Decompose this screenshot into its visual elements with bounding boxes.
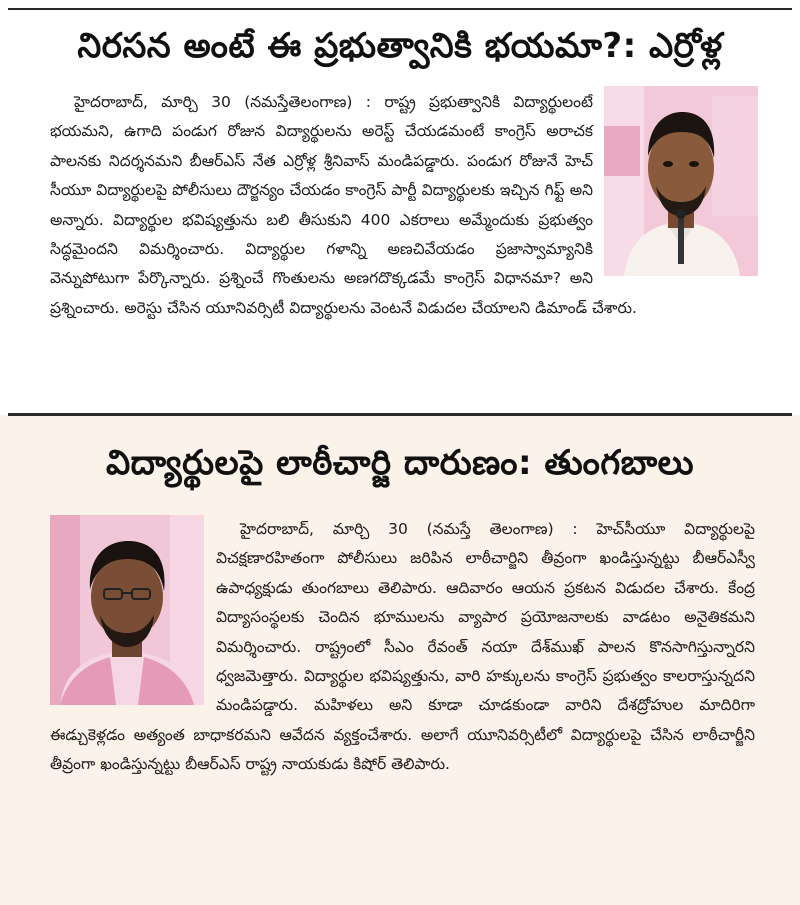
- article-body: [50, 515, 755, 780]
- article-tungabalu: [0, 415, 800, 905]
- article-body: [50, 88, 755, 323]
- body-text: రాష్ట్ర ప్రభుత్వానికి విద్యార్థులంటే భయమని, ఉగాది పండుగ రోజున విద్యార్థులను అరెస్ట్ చేయడమంటే కాంగ్రెస్ అరాచక పాలనకు నిదర్శనమని బీఆర్ఎస్ నేత ఎర్రోళ్ల శ్రీనివాస్ మండిపడ్డారు. పండుగ రోజునే హెచ్ సీయూ విద్యార్థులపై పోలీసులు దౌర్జన్యం చేయడం కాంగ్రెస్ పార్టీ విద్యార్థులకు ఇచ్చిన గిఫ్ట్ అని అన్నారు. విద్యార్థుల భవిష్యత్తును బలి తీసుకుని 400 ఎకరాలు అమ్మేందుకు ప్రభుత్వం సిద్ధమైందని విమర్శించారు. విద్యార్థుల గళాన్ని అణచివేయడం ప్రజాస్వామ్యానికి వెన్నుపోటుగా పేర్కొన్నారు. ప్రశ్నించే గొంతులను అణగదొక్కడమే కాంగ్రెస్ విధానమా? అని ప్రశ్నించారు. అరెస్టు చేసిన యూనివర్సిటీ విద్యార్థులను వెంటనే విడుదల చేయాలని డిమాండ్ చేశారు.: [50, 93, 637, 317]
- dateline: హైదరాబాద్, మార్చి 30 (నమస్తే తెలంగాణ) :: [240, 520, 578, 538]
- photo-spacer: [593, 88, 755, 278]
- dateline: హైదరాబాద్, మార్చి 30 (నమస్తేతెలంగాణ) :: [74, 93, 371, 111]
- photo-spacer: [50, 515, 216, 705]
- body-text: హెచ్‌సీయూ విద్యార్థులపై విచక్షణారహితంగా పోలీసులు జరిపిన లాఠీచార్జిని తీవ్రంగా ఖండిస్తున్నట్టు బీఆర్ఎస్వీ ఉపాధ్యక్షుడు తుంగబాలు తెలిపారు. ఆదివారం ఆయన ప్రకటన విడుదల చేశారు. కేంద్ర విద్యాసంస్థలకు చెందిన భూములను వ్యాపార ప్రయోజనాలకు వాడటం అనైతికమని విమర్శించారు. రాష్ట్రంలో సీఎం రేవంత్ నయా దేశ్‌ముఖ్ పాలన కొనసాగిస్తున్నారని ధ్వజమెత్తారు. విద్యార్థుల భవిష్యత్తును, వారి హక్కులను కాంగ్రెస్ ప్రభుత్వం కాలరాస్తున్నదని మండిపడ్డారు. మహిళలు అని కూడా చూడకుండా వారిని దేశద్రోహుల మాదిరిగా ఈడ్చుకెళ్లడం అత్యంత బాధాకరమని ఆవేదన వ్యక్తంచేశారు. అలాగే యూనివర్సిటీలో విద్యార్థులపై చేసిన లాఠీచార్జీని తీవ్రంగా ఖండిస్తున్నట్టు బీఆర్ఎస్ రాష్ట్ర నాయకుడు కిషోర్ తెలిపారు.: [50, 520, 755, 774]
- headline: నిరసన అంటే ఈ ప్రభుత్వానికి భయమా?: ఎర్రోళ్ల: [77, 26, 723, 66]
- top-rule: [8, 8, 792, 10]
- separator-rule: [8, 413, 792, 416]
- headline: విద్యార్థులపై లాఠీచార్జి దారుణం: తుంగబాలు: [105, 443, 695, 483]
- article-erolla: [0, 0, 800, 415]
